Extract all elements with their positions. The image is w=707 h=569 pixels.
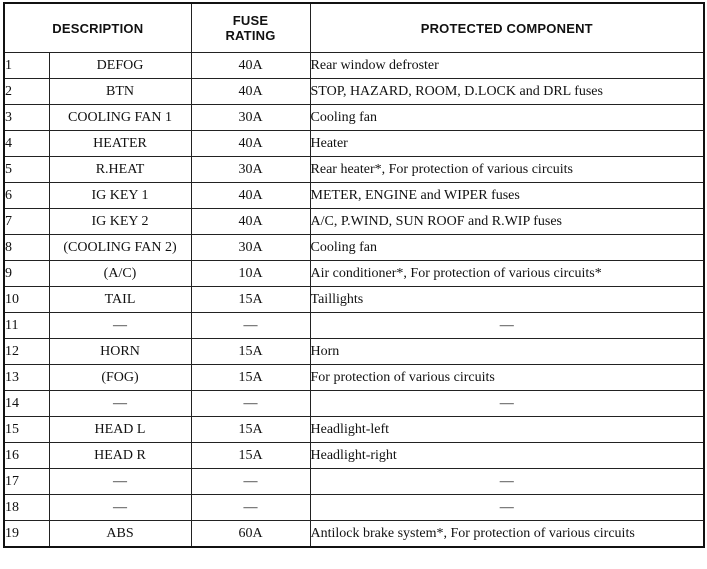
protected-component-cell: —: [310, 313, 704, 339]
table-row: [4, 131, 704, 157]
protected-component-cell: STOP, HAZARD, ROOM, D.LOCK and DRL fuses: [310, 79, 704, 105]
protected-component-cell: Horn: [310, 339, 704, 365]
protected-component-cell: Cooling fan: [310, 235, 704, 261]
table-row: [4, 443, 704, 469]
fuse-rating-cell: 15A: [191, 287, 310, 313]
table-row: [4, 79, 704, 105]
table-row: [4, 183, 704, 209]
table-row: [4, 209, 704, 235]
fuse-number-cell: 3: [4, 105, 49, 131]
fuse-number-cell: 4: [4, 131, 49, 157]
table-row: [4, 417, 704, 443]
fuse-rating-cell: 15A: [191, 417, 310, 443]
table-row: [4, 339, 704, 365]
fuse-number-cell: 6: [4, 183, 49, 209]
table-row: [4, 495, 704, 521]
fuse-description-cell: —: [49, 391, 191, 417]
fuse-rating-cell: —: [191, 391, 310, 417]
table-row: [4, 53, 704, 79]
fuse-description-cell: DEFOG: [49, 53, 191, 79]
header-fuse-rating-line1: FUSE: [232, 13, 269, 28]
protected-component-cell: Cooling fan: [310, 105, 704, 131]
table-row: [4, 313, 704, 339]
fuse-number-cell: 17: [4, 469, 49, 495]
fuse-description-cell: TAIL: [49, 287, 191, 313]
fuse-number-cell: 18: [4, 495, 49, 521]
table-row: [4, 261, 704, 287]
fuse-rating-cell: 15A: [191, 365, 310, 391]
fuse-description-cell: HEAD L: [49, 417, 191, 443]
table-body: [4, 53, 704, 548]
fuse-rating-cell: 30A: [191, 105, 310, 131]
fuse-number-cell: 19: [4, 521, 49, 548]
fuse-description-cell: —: [49, 469, 191, 495]
fuse-rating-cell: —: [191, 469, 310, 495]
fuse-number-cell: 8: [4, 235, 49, 261]
table-row: [4, 287, 704, 313]
fuse-rating-cell: 60A: [191, 521, 310, 548]
fuse-description-cell: —: [49, 495, 191, 521]
header-protected-component: PROTECTED COMPONENT: [310, 3, 704, 53]
protected-component-cell: For protection of various circuits: [310, 365, 704, 391]
fuse-description-cell: —: [49, 313, 191, 339]
table-row: [4, 391, 704, 417]
protected-component-cell: Rear heater*, For protection of various circuits: [310, 157, 704, 183]
fuse-rating-cell: 15A: [191, 339, 310, 365]
fuse-rating-cell: 40A: [191, 209, 310, 235]
table-row: [4, 469, 704, 495]
table-row: [4, 365, 704, 391]
table-row: [4, 235, 704, 261]
header-fuse-rating-line2: RATING: [225, 28, 276, 43]
header-fuse-rating: [191, 3, 310, 53]
fuse-number-cell: 13: [4, 365, 49, 391]
fuse-number-cell: 14: [4, 391, 49, 417]
fuse-number-cell: 5: [4, 157, 49, 183]
fuse-number-cell: 15: [4, 417, 49, 443]
protected-component-cell: METER, ENGINE and WIPER fuses: [310, 183, 704, 209]
fuse-rating-cell: —: [191, 313, 310, 339]
fuse-description-cell: COOLING FAN 1: [49, 105, 191, 131]
fuse-rating-cell: 30A: [191, 235, 310, 261]
table-row: [4, 105, 704, 131]
fuse-table: [3, 2, 705, 548]
fuse-rating-cell: 10A: [191, 261, 310, 287]
protected-component-cell: Rear window defroster: [310, 53, 704, 79]
fuse-rating-cell: 40A: [191, 183, 310, 209]
fuse-rating-cell: 30A: [191, 157, 310, 183]
fuse-description-cell: ABS: [49, 521, 191, 548]
table-row: [4, 157, 704, 183]
fuse-number-cell: 9: [4, 261, 49, 287]
fuse-description-cell: (FOG): [49, 365, 191, 391]
fuse-description-cell: (COOLING FAN 2): [49, 235, 191, 261]
fuse-number-cell: 10: [4, 287, 49, 313]
fuse-rating-cell: —: [191, 495, 310, 521]
fuse-number-cell: 16: [4, 443, 49, 469]
fuse-description-cell: BTN: [49, 79, 191, 105]
fuse-rating-cell: 15A: [191, 443, 310, 469]
fuse-number-cell: 2: [4, 79, 49, 105]
protected-component-cell: —: [310, 391, 704, 417]
fuse-number-cell: 12: [4, 339, 49, 365]
fuse-rating-cell: 40A: [191, 79, 310, 105]
fuse-description-cell: R.HEAT: [49, 157, 191, 183]
fuse-description-cell: (A/C): [49, 261, 191, 287]
protected-component-cell: Heater: [310, 131, 704, 157]
fuse-description-cell: HORN: [49, 339, 191, 365]
protected-component-cell: Taillights: [310, 287, 704, 313]
fuse-description-cell: IG KEY 1: [49, 183, 191, 209]
fuse-number-cell: 7: [4, 209, 49, 235]
protected-component-cell: —: [310, 469, 704, 495]
table-header: [4, 3, 704, 53]
table-row: [4, 521, 704, 548]
fuse-description-cell: HEATER: [49, 131, 191, 157]
protected-component-cell: Air conditioner*, For protection of various circuits*: [310, 261, 704, 287]
protected-component-cell: Headlight-left: [310, 417, 704, 443]
header-description: DESCRIPTION: [4, 3, 191, 53]
fuse-rating-cell: 40A: [191, 131, 310, 157]
fuse-description-cell: HEAD R: [49, 443, 191, 469]
fuse-description-cell: IG KEY 2: [49, 209, 191, 235]
protected-component-cell: Headlight-right: [310, 443, 704, 469]
fuse-number-cell: 11: [4, 313, 49, 339]
header-row: [4, 3, 704, 53]
protected-component-cell: —: [310, 495, 704, 521]
protected-component-cell: A/C, P.WIND, SUN ROOF and R.WIP fuses: [310, 209, 704, 235]
fuse-number-cell: 1: [4, 53, 49, 79]
protected-component-cell: Antilock brake system*, For protection of various circuits: [310, 521, 704, 548]
fuse-rating-cell: 40A: [191, 53, 310, 79]
